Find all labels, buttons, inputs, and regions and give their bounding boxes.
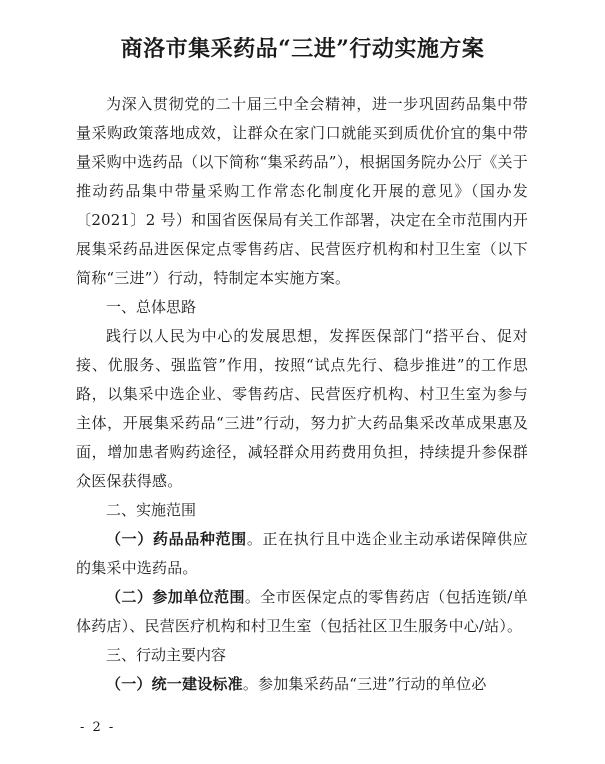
document-title: 商洛市集采药品“三进”行动实施方案 [120,36,485,62]
actions-item-standard-label: （一）统一建设标准 [106,675,243,693]
section-heading-scope: 二、实施范围 [106,501,197,519]
scope-item-units-label: （二）参加单位范围 [106,588,245,606]
scope-item-drugs [76,525,528,583]
actions-item-standard-text: 。参加集采药品“三进”行动的单位必 [242,675,487,693]
section-paragraph-overall: 践行以人民为中心的发展思想，发挥医保部门“搭平台、促对接、优服务、强监管”作用，按照“试点先行、稳步推进”的工作思路，以集采中选企业、零售药店、民营医疗机构、村卫生室为参与主体，开展集采药品“三进”行动，努力扩大药品集采改革成果惠及面，增加患者购药途径，减轻群众用药费用负担，持续提升参保群众医保获得感。 [76,327,528,490]
section-heading-overall: 一、总体思路 [106,298,197,316]
document-body [76,90,528,699]
page-number: - 2 - [80,720,116,735]
intro-paragraph: 为深入贯彻党的二十届三中全会精神，进一步巩固药品集中带量采购政策落地成效，让群众在家门口就能买到质优价宜的集中带量采购中选药品（以下简称“集采药品”），根据国务院办公厅《关于推动药品集中带量采购工作常态化制度化开展的意见》（国办发〔2021〕2 号）和国省医保局有关工作部署，决定在全市范围内开展集采药品进医保定点零售药店、民营医疗机构和村卫生室（以下简称“三进”）行动，特制定本实施方案。 [76,95,528,287]
section-heading-actions: 三、行动主要内容 [106,646,227,664]
scope-item-units [76,583,528,641]
scope-item-drugs-text: 。正在执行且中选企业主动承诺保障供应的集采中选药品。 [76,530,528,577]
scope-item-drugs-label: （一）药品品种范围 [106,530,247,548]
scope-item-units-text: 。全市医保定点的零售药店（包括连锁/单体药店）、民营医疗机构和村卫生室（包括社区卫生服务中心/站）。 [76,588,528,635]
actions-item-standard [76,670,528,699]
